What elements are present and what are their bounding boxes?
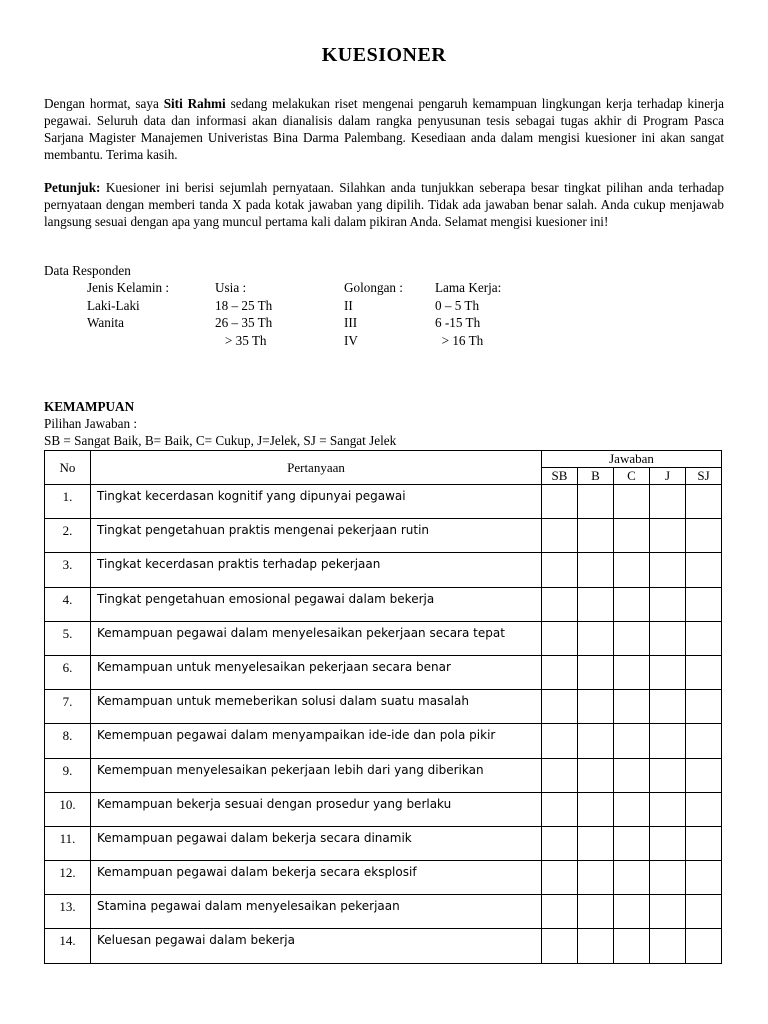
instructions-label: Petunjuk: [44,180,101,195]
table-row [45,485,722,519]
row-question: Kemampuan untuk memeberikan solusi dalam suatu masalah [91,690,542,724]
row-question: Kemampuan untuk menyelesaikan pekerjaan secara benar [91,655,542,689]
questionnaire-table [44,450,722,964]
header-answer-c: C [614,468,650,485]
age-option: 26 – 35 Th [215,315,273,330]
answer-box-c[interactable] [614,485,650,519]
header-answer-sb: SB [542,468,578,485]
answer-box-j[interactable] [650,485,686,519]
answer-box-b[interactable] [578,485,614,519]
table-row [45,724,722,758]
answer-box-j[interactable] [650,724,686,758]
row-question: Tingkat kecerdasan kognitif yang dipunyai pegawai [91,485,542,519]
table-row [45,655,722,689]
answer-box-j[interactable] [650,861,686,895]
table-row [45,861,722,895]
answer-box-sb[interactable] [542,758,578,792]
table-row [45,758,722,792]
answer-box-sj[interactable] [686,826,722,860]
table-row [45,792,722,826]
section-title: KEMAMPUAN [44,399,135,414]
intro-text-before: Dengan hormat, saya [44,96,164,111]
answer-box-sj[interactable] [686,553,722,587]
answer-box-c[interactable] [614,929,650,963]
row-question: Kemempuan pegawai dalam menyampaikan ide-ide dan pola pikir [91,724,542,758]
answer-box-sb[interactable] [542,485,578,519]
row-number: 14. [45,929,91,963]
table-row [45,587,722,621]
header-answer-b: B [578,468,614,485]
answer-box-sb[interactable] [542,792,578,826]
row-number: 11. [45,826,91,860]
answer-box-j[interactable] [650,758,686,792]
row-question: Keluesan pegawai dalam bekerja [91,929,542,963]
answer-box-sj[interactable] [686,861,722,895]
answer-box-sb[interactable] [542,553,578,587]
row-number: 8. [45,724,91,758]
answer-box-b[interactable] [578,519,614,553]
table-row [45,895,722,929]
answer-box-c[interactable] [614,826,650,860]
answer-box-j[interactable] [650,587,686,621]
answer-box-sb[interactable] [542,621,578,655]
row-number: 2. [45,519,91,553]
answer-box-b[interactable] [578,724,614,758]
answer-box-sj[interactable] [686,655,722,689]
answer-box-b[interactable] [578,690,614,724]
tenure-column [435,279,501,349]
header-no: No [45,451,91,485]
answer-box-c[interactable] [614,587,650,621]
gender-column [87,279,169,332]
header-question: Pertanyaan [91,451,542,485]
row-question: Kemempuan menyelesaikan pekerjaan lebih dari yang diberikan [91,758,542,792]
row-question: Kemampuan pegawai dalam bekerja secara dinamik [91,826,542,860]
table-row [45,553,722,587]
answer-box-c[interactable] [614,621,650,655]
answer-box-j[interactable] [650,655,686,689]
gender-label: Jenis Kelamin : [87,280,170,295]
answer-box-j[interactable] [650,826,686,860]
answer-box-j[interactable] [650,895,686,929]
row-number: 3. [45,553,91,587]
row-number: 10. [45,792,91,826]
row-question: Kemampuan bekerja sesuai dengan prosedur yang berlaku [91,792,542,826]
answer-box-b[interactable] [578,929,614,963]
row-question: Tingkat pengetahuan praktis mengenai pekerjaan rutin [91,519,542,553]
answer-box-sj[interactable] [686,895,722,929]
row-number: 6. [45,655,91,689]
answer-box-sb[interactable] [542,587,578,621]
answer-box-j[interactable] [650,553,686,587]
tenure-option: 0 – 5 Th [435,297,480,313]
answer-box-sj[interactable] [686,485,722,519]
row-number: 1. [45,485,91,519]
answer-box-sj[interactable] [686,519,722,553]
answer-box-b[interactable] [578,792,614,826]
tenure-option: > 16 Th [435,332,484,348]
answer-box-sb[interactable] [542,861,578,895]
table-row [45,929,722,963]
table-row [45,621,722,655]
row-question: Kemampuan pegawai dalam menyelesaikan pekerjaan secara tepat [91,621,542,655]
row-question: Kemampuan pegawai dalam bekerja secara eksplosif [91,861,542,895]
table-row [45,519,722,553]
answer-box-c[interactable] [614,792,650,826]
page-title: KUESIONER [321,44,447,66]
answer-box-c[interactable] [614,655,650,689]
answer-box-sb[interactable] [542,655,578,689]
header-answer: Jawaban [542,451,722,468]
researcher-name: Siti Rahmi [163,96,226,111]
answer-box-sj[interactable] [686,929,722,963]
rank-option: IV [344,332,358,348]
answer-box-sj[interactable] [686,690,722,724]
header-answer-j: J [650,468,686,485]
answer-box-sj[interactable] [686,758,722,792]
answer-box-sb[interactable] [542,724,578,758]
row-number: 12. [45,861,91,895]
answer-box-c[interactable] [614,724,650,758]
answer-box-c[interactable] [614,861,650,895]
age-option: 18 – 25 Th [215,297,273,313]
answer-box-b[interactable] [578,826,614,860]
age-column [215,279,272,349]
rank-option: II [344,297,353,313]
answer-box-c[interactable] [614,519,650,553]
answer-box-b[interactable] [578,587,614,621]
row-number: 7. [45,690,91,724]
row-number: 4. [45,587,91,621]
answer-box-j[interactable] [650,690,686,724]
answer-box-b[interactable] [578,655,614,689]
answer-box-c[interactable] [614,758,650,792]
gender-option: Wanita [87,315,125,330]
respondent-data-heading: Data Responden [44,263,131,278]
answer-box-j[interactable] [650,929,686,963]
answer-box-b[interactable] [578,621,614,655]
answer-box-c[interactable] [614,895,650,929]
intro-text-after: sedang melakukan riset mengenai pengaruh kemampuan lingkungan kerja terhadap kinerja pegawai. Seluruh data dan informasi akan dianalisis dalam rangka penyusunan tesis sebagai tugas akhir di Program Pasca Sarjana Magister Manajemen Univeristas Bina Darma Palembang. Kesediaan anda dalam mengisi kuesioner ini akan sangat membantu. Terima kasih. [44,96,724,162]
row-question: Tingkat kecerdasan praktis terhadap pekerjaan [91,553,542,587]
answer-box-c[interactable] [614,690,650,724]
answer-legend: SB = Sangat Baik, B= Baik, C= Cukup, J=Jelek, SJ = Sangat Jelek [44,433,397,448]
instructions-paragraph [44,179,724,230]
answer-box-j[interactable] [650,519,686,553]
table-row [45,826,722,860]
answer-box-sj[interactable] [686,724,722,758]
answer-box-j[interactable] [650,792,686,826]
answer-box-sj[interactable] [686,587,722,621]
instructions-text: Kuesioner ini berisi sejumlah pernyataan. Silahkan anda tunjukkan seberapa besar tingkat pilihan anda terhadap pernyataan dengan memberi tanda X pada kotak jawaban yang dipilih. Tidak ada jawaban benar salah. Anda cukup menjawab langsung sesuai dengan apa yang muncul pertama kali dalam pikiran Anda. Selamat mengisi kuesioner ini! [44,180,724,229]
row-question: Tingkat pengetahuan emosional pegawai dalam bekerja [91,587,542,621]
answer-box-sj[interactable] [686,792,722,826]
answer-box-b[interactable] [578,758,614,792]
tenure-label: Lama Kerja: [435,280,502,295]
answer-box-c[interactable] [614,553,650,587]
row-number: 5. [45,621,91,655]
answer-box-sb[interactable] [542,690,578,724]
answer-box-b[interactable] [578,553,614,587]
gender-option: Laki-Laki [87,297,140,313]
answer-box-j[interactable] [650,621,686,655]
intro-paragraph [44,95,724,163]
table-row [45,690,722,724]
age-label: Usia : [215,280,247,295]
rank-column [344,279,403,349]
answer-box-sb[interactable] [542,895,578,929]
answer-options-label: Pilihan Jawaban : [44,416,138,431]
rank-label: Golongan : [344,280,403,295]
answer-box-sb[interactable] [542,519,578,553]
answer-box-b[interactable] [578,861,614,895]
answer-box-sj[interactable] [686,621,722,655]
header-answer-sj: SJ [686,468,722,485]
row-question: Stamina pegawai dalam menyelesaikan pekerjaan [91,895,542,929]
answer-box-sb[interactable] [542,826,578,860]
rank-option: III [344,315,358,330]
age-option: > 35 Th [215,332,267,348]
answer-box-sb[interactable] [542,929,578,963]
answer-box-b[interactable] [578,895,614,929]
tenure-option: 6 -15 Th [435,315,481,330]
row-number: 9. [45,758,91,792]
row-number: 13. [45,895,91,929]
